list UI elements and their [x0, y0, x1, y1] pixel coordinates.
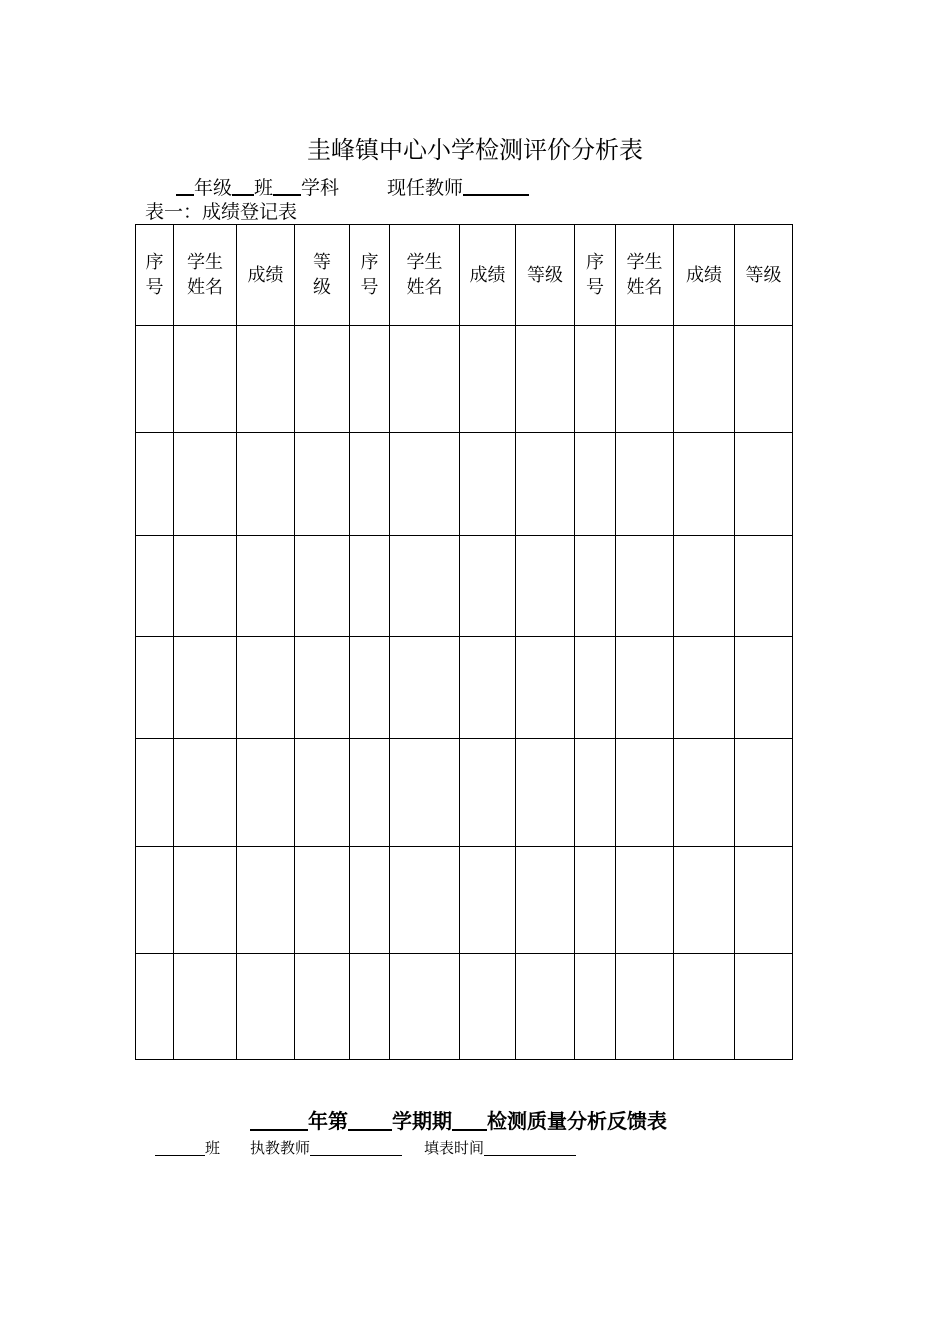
table-cell[interactable] — [237, 953, 295, 1059]
feedback-info-line — [155, 1137, 576, 1159]
exam-blank[interactable] — [452, 1109, 487, 1131]
table-cell[interactable] — [735, 847, 793, 953]
year-blank[interactable] — [250, 1109, 308, 1131]
feedback-title — [250, 1106, 667, 1136]
subject-blank[interactable] — [273, 174, 301, 196]
table-cell[interactable] — [735, 953, 793, 1059]
table-cell[interactable] — [350, 433, 390, 535]
table-cell[interactable] — [460, 433, 516, 535]
table-cell[interactable] — [295, 953, 350, 1059]
table-cell[interactable] — [735, 535, 793, 636]
table-cell[interactable] — [174, 433, 237, 535]
table-cell[interactable] — [390, 738, 460, 846]
table-cell[interactable] — [735, 738, 793, 846]
grade-blank[interactable] — [176, 174, 194, 196]
table-cell[interactable] — [174, 637, 237, 738]
table-cell[interactable] — [460, 637, 516, 738]
table-row — [136, 637, 793, 738]
table-cell[interactable] — [237, 637, 295, 738]
table-cell[interactable] — [390, 953, 460, 1059]
col-header-grade-3: 等级 — [735, 225, 793, 326]
table-cell[interactable] — [674, 535, 735, 636]
feedback-class-blank[interactable] — [155, 1139, 205, 1156]
table-cell[interactable] — [295, 847, 350, 953]
table-cell[interactable] — [136, 326, 174, 433]
table-cell[interactable] — [174, 326, 237, 433]
col-header-seq-2: 序 号 — [350, 225, 390, 326]
table-cell[interactable] — [174, 847, 237, 953]
table-cell[interactable] — [575, 535, 616, 636]
table-cell[interactable] — [136, 433, 174, 535]
table-row — [136, 433, 793, 535]
table-cell[interactable] — [674, 326, 735, 433]
table-cell[interactable] — [516, 433, 575, 535]
feedback-semester-label: 学期期 — [392, 1109, 452, 1133]
table-cell[interactable] — [516, 953, 575, 1059]
table-cell[interactable] — [674, 637, 735, 738]
col-header-grade-2: 等级 — [516, 225, 575, 326]
table-cell[interactable] — [616, 433, 674, 535]
table-cell[interactable] — [136, 847, 174, 953]
table-cell[interactable] — [616, 535, 674, 636]
table-cell[interactable] — [616, 953, 674, 1059]
class-label: 班 — [254, 177, 274, 199]
table-cell[interactable] — [460, 535, 516, 636]
table-cell[interactable] — [136, 953, 174, 1059]
table-header-row — [136, 225, 793, 326]
col-header-seq-3: 序 号 — [575, 225, 616, 326]
table-cell[interactable] — [516, 326, 575, 433]
table-cell[interactable] — [136, 535, 174, 636]
col-header-grade-1: 等 级 — [295, 225, 350, 326]
table-cell[interactable] — [674, 953, 735, 1059]
table-cell[interactable] — [674, 433, 735, 535]
feedback-year-label: 年第 — [308, 1109, 348, 1133]
table-cell[interactable] — [516, 738, 575, 846]
page-title: 圭峰镇中心小学检测评价分析表 — [307, 136, 643, 164]
table-cell[interactable] — [350, 535, 390, 636]
table-cell[interactable] — [350, 326, 390, 433]
table-cell[interactable] — [390, 535, 460, 636]
col-header-score-1: 成绩 — [237, 225, 295, 326]
subject-label: 学科 — [301, 177, 340, 199]
table-label: 表一：成绩登记表 — [145, 201, 298, 223]
col-header-name-2: 学生 姓名 — [390, 225, 460, 326]
table-row — [136, 738, 793, 846]
table-cell[interactable] — [136, 738, 174, 846]
table-cell[interactable] — [390, 637, 460, 738]
table-cell[interactable] — [174, 953, 237, 1059]
table-cell[interactable] — [516, 535, 575, 636]
table-cell[interactable] — [460, 738, 516, 846]
table-body — [136, 326, 793, 1060]
table-row — [136, 953, 793, 1059]
table-row — [136, 847, 793, 953]
table-cell[interactable] — [575, 637, 616, 738]
teacher-blank[interactable] — [463, 174, 529, 196]
score-register-table — [135, 224, 793, 1060]
table-cell[interactable] — [616, 738, 674, 846]
teacher-label: 现任教师 — [387, 177, 464, 199]
table-cell[interactable] — [237, 738, 295, 846]
table-cell[interactable] — [237, 326, 295, 433]
table-cell[interactable] — [735, 326, 793, 433]
table-cell[interactable] — [350, 953, 390, 1059]
table-cell[interactable] — [237, 847, 295, 953]
table-cell[interactable] — [616, 637, 674, 738]
col-header-seq-1: 序 号 — [136, 225, 174, 326]
table-cell[interactable] — [575, 738, 616, 846]
table-cell[interactable] — [174, 738, 237, 846]
table-cell[interactable] — [575, 953, 616, 1059]
col-header-name-3: 学生 姓名 — [616, 225, 674, 326]
table-cell[interactable] — [516, 637, 575, 738]
table-cell[interactable] — [735, 637, 793, 738]
table-cell[interactable] — [460, 847, 516, 953]
table-cell[interactable] — [674, 847, 735, 953]
col-header-score-3: 成绩 — [674, 225, 735, 326]
feedback-time-label: 填表时间 — [424, 1139, 485, 1157]
feedback-teacher-blank[interactable] — [310, 1139, 402, 1156]
feedback-title-rest: 检测质量分析反馈表 — [487, 1109, 667, 1133]
table-cell[interactable] — [295, 738, 350, 846]
table-cell[interactable] — [390, 847, 460, 953]
feedback-class-label: 班 — [205, 1139, 221, 1157]
table-cell[interactable] — [616, 326, 674, 433]
table-cell[interactable] — [735, 433, 793, 535]
grade-label: 年级 — [194, 177, 233, 199]
table-row — [136, 535, 793, 636]
table-cell[interactable] — [350, 847, 390, 953]
table-cell[interactable] — [575, 326, 616, 433]
table-cell[interactable] — [390, 326, 460, 433]
class-blank[interactable] — [232, 174, 254, 196]
table-cell[interactable] — [460, 953, 516, 1059]
table-cell[interactable] — [237, 433, 295, 535]
table-cell[interactable] — [350, 738, 390, 846]
table-cell[interactable] — [174, 535, 237, 636]
feedback-time-blank[interactable] — [484, 1139, 576, 1156]
table-cell[interactable] — [237, 535, 295, 636]
col-header-score-2: 成绩 — [460, 225, 516, 326]
table-cell[interactable] — [575, 433, 616, 535]
col-header-name-1: 学生 姓名 — [174, 225, 237, 326]
feedback-teacher-label: 执教教师 — [250, 1139, 311, 1157]
table-cell[interactable] — [516, 847, 575, 953]
table-cell[interactable] — [295, 637, 350, 738]
table-row — [136, 326, 793, 433]
header-info-line — [176, 174, 529, 201]
table-cell[interactable] — [616, 847, 674, 953]
table-cell[interactable] — [295, 326, 350, 433]
table-cell[interactable] — [575, 847, 616, 953]
table-cell[interactable] — [460, 326, 516, 433]
table-cell[interactable] — [295, 535, 350, 636]
semester-blank[interactable] — [348, 1109, 392, 1131]
table-cell[interactable] — [674, 738, 735, 846]
table-cell[interactable] — [136, 637, 174, 738]
table-cell[interactable] — [295, 433, 350, 535]
table-cell[interactable] — [350, 637, 390, 738]
table-cell[interactable] — [390, 433, 460, 535]
